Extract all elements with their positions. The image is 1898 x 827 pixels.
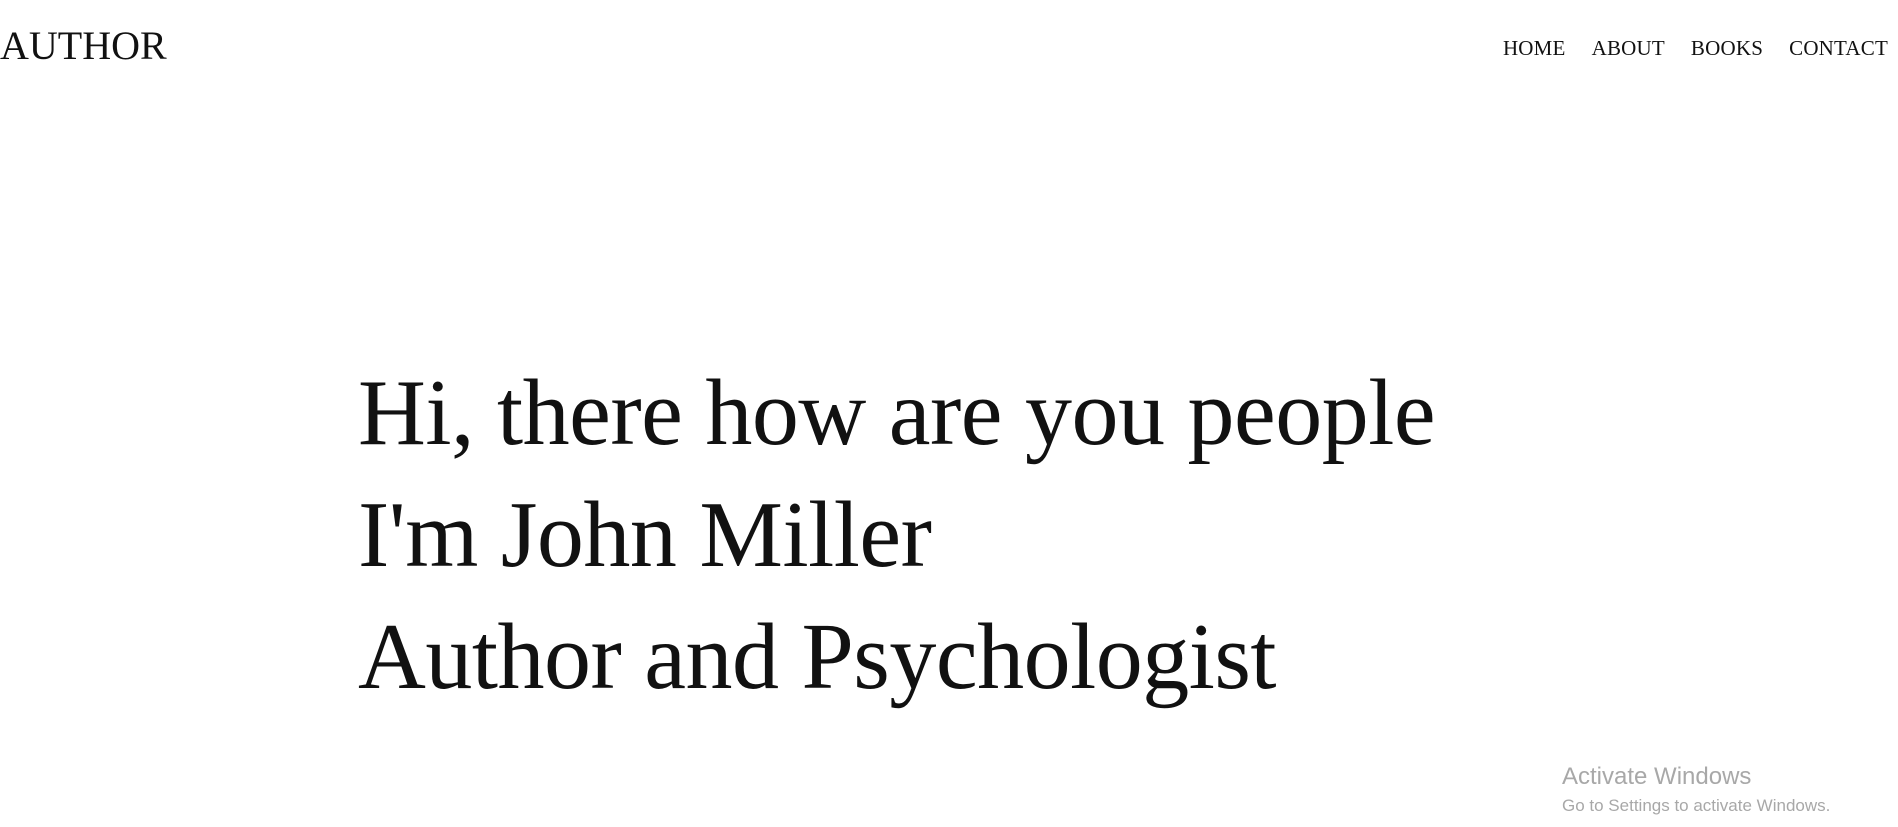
site-header <box>0 0 1898 100</box>
hero-profession: Author and Psychologist <box>358 605 1277 709</box>
nav-contact-link[interactable]: CONTACT <box>1789 36 1888 60</box>
nav-books-link[interactable]: BOOKS <box>1690 36 1764 60</box>
watermark-title: Activate Windows <box>1562 763 1752 790</box>
hero-name: I'm John Miller <box>358 483 932 587</box>
main-nav <box>1503 34 1888 62</box>
watermark-subtitle: Go to Settings to activate Windows. <box>1562 796 1831 815</box>
nav-about-link[interactable]: ABOUT <box>1591 36 1665 60</box>
hero-section <box>358 352 1658 718</box>
nav-home-link[interactable]: HOME <box>1502 36 1566 60</box>
activate-windows-watermark <box>1562 762 1898 818</box>
site-logo[interactable]: AUTHOR <box>0 23 167 68</box>
hero-greeting: Hi, there how are you people <box>358 361 1436 465</box>
